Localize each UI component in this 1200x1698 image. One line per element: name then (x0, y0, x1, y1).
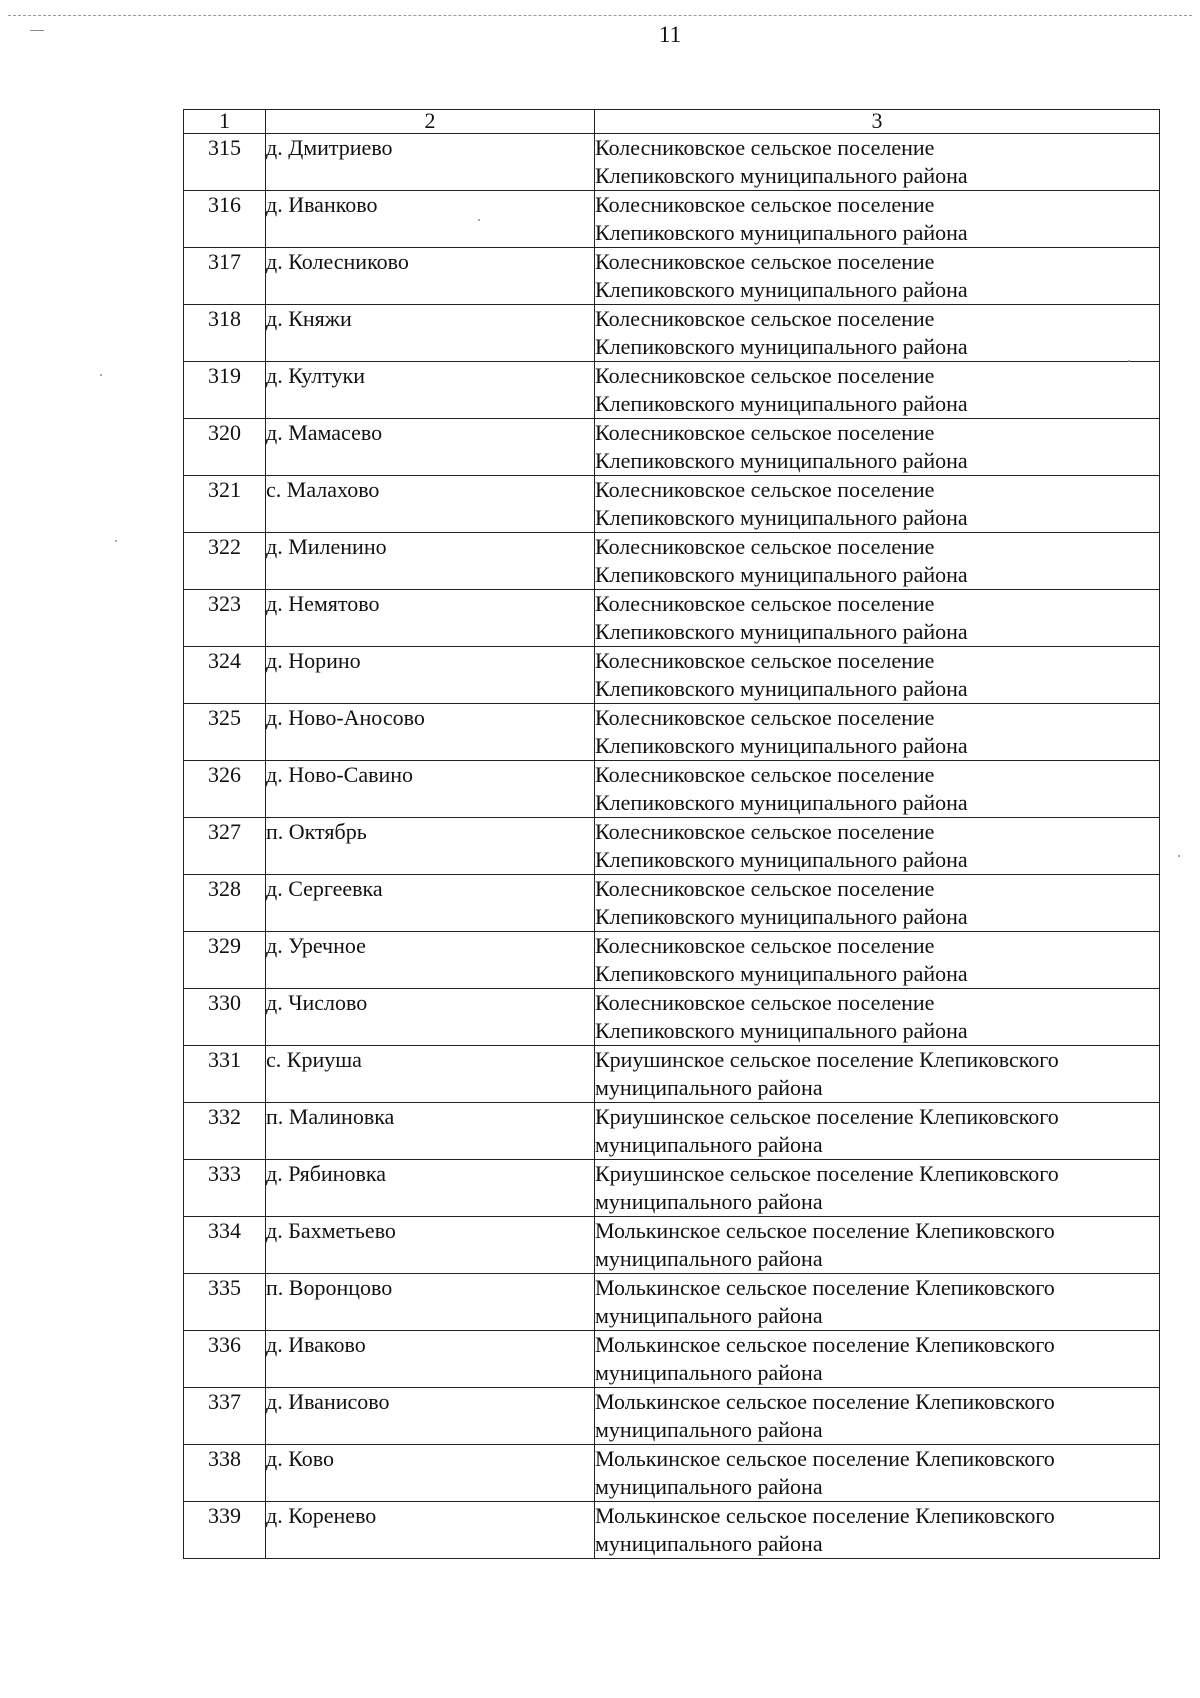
municipal-settlement-line-1: Колесниковское сельское поселение (595, 477, 935, 502)
municipal-settlement-line-1: Колесниковское сельское поселение (595, 876, 935, 901)
municipal-settlement-line-1: Молькинское сельское поселение Клепиковского (595, 1218, 1055, 1243)
table-row (184, 248, 1160, 305)
settlement-name: д. Сергеевка (266, 875, 595, 932)
municipal-settlement (595, 419, 1160, 476)
municipal-settlement-line-2: муниципального района (595, 1417, 823, 1442)
table-row (184, 818, 1160, 875)
municipal-settlement (595, 1331, 1160, 1388)
row-number: 321 (184, 476, 266, 533)
row-number: 329 (184, 932, 266, 989)
municipal-settlement (595, 305, 1160, 362)
municipal-settlement-line-2: муниципального района (595, 1303, 823, 1328)
settlement-name: п. Октябрь (266, 818, 595, 875)
municipal-settlement-line-1: Колесниковское сельское поселение (595, 534, 935, 559)
scan-speck (478, 219, 480, 221)
municipal-settlement-line-2: Клепиковского муниципального района (595, 163, 968, 188)
settlement-name: д. Ново-Аносово (266, 704, 595, 761)
municipal-settlement-line-2: муниципального района (595, 1189, 823, 1214)
row-number: 330 (184, 989, 266, 1046)
municipal-settlement (595, 761, 1160, 818)
row-number: 325 (184, 704, 266, 761)
municipal-settlement (595, 647, 1160, 704)
row-number: 334 (184, 1217, 266, 1274)
table-row (184, 533, 1160, 590)
page-number: 11 (658, 22, 682, 47)
row-number: 336 (184, 1331, 266, 1388)
table-row (184, 362, 1160, 419)
row-number: 317 (184, 248, 266, 305)
settlement-name: п. Воронцово (266, 1274, 595, 1331)
municipal-settlement (595, 875, 1160, 932)
municipal-settlement-line-1: Колесниковское сельское поселение (595, 192, 935, 217)
municipal-settlement-line-2: Клепиковского муниципального района (595, 391, 968, 416)
municipal-settlement-line-1: Колесниковское сельское поселение (595, 933, 935, 958)
scan-speck (1128, 360, 1130, 362)
municipal-settlement-line-1: Колесниковское сельское поселение (595, 990, 935, 1015)
municipal-settlement-line-2: Клепиковского муниципального района (595, 334, 968, 359)
municipal-settlement-line-2: Клепиковского муниципального района (595, 961, 968, 986)
municipal-settlement-line-1: Колесниковское сельское поселение (595, 306, 935, 331)
table-row (184, 1502, 1160, 1559)
municipal-settlement (595, 191, 1160, 248)
municipal-settlement-line-1: Криушинское сельское поселение Клепиковского (595, 1047, 1059, 1072)
row-number: 337 (184, 1388, 266, 1445)
settlement-name: д. Миленино (266, 533, 595, 590)
table-row (184, 1331, 1160, 1388)
municipal-settlement (595, 476, 1160, 533)
row-number: 339 (184, 1502, 266, 1559)
municipal-settlement-line-2: Клепиковского муниципального района (595, 1018, 968, 1043)
municipal-settlement-line-1: Молькинское сельское поселение Клепиковского (595, 1389, 1055, 1414)
municipal-settlement (595, 1274, 1160, 1331)
table-row (184, 134, 1160, 191)
settlements-table (183, 109, 1160, 1559)
municipal-settlement-line-2: Клепиковского муниципального района (595, 505, 968, 530)
table-row (184, 590, 1160, 647)
municipal-settlement-line-2: Клепиковского муниципального района (595, 562, 968, 587)
table-row (184, 305, 1160, 362)
municipal-settlement (595, 1103, 1160, 1160)
row-number: 328 (184, 875, 266, 932)
table-row (184, 191, 1160, 248)
municipal-settlement (595, 1445, 1160, 1502)
table-row (184, 704, 1160, 761)
table-body (184, 134, 1160, 1559)
table-row (184, 647, 1160, 704)
municipal-settlement-line-2: Клепиковского муниципального района (595, 733, 968, 758)
settlement-name: д. Княжи (266, 305, 595, 362)
municipal-settlement-line-1: Молькинское сельское поселение Клепиковского (595, 1503, 1055, 1528)
municipal-settlement (595, 248, 1160, 305)
settlement-name: д. Иванково (266, 191, 595, 248)
table-row (184, 1217, 1160, 1274)
table-row (184, 761, 1160, 818)
municipal-settlement-line-2: муниципального района (595, 1075, 823, 1100)
municipal-settlement (595, 134, 1160, 191)
settlement-name: д. Бахметьево (266, 1217, 595, 1274)
scan-speck (115, 540, 117, 542)
row-number: 324 (184, 647, 266, 704)
settlement-name: д. Ково (266, 1445, 595, 1502)
municipal-settlement (595, 1217, 1160, 1274)
table-row (184, 1103, 1160, 1160)
municipal-settlement-line-1: Молькинское сельское поселение Клепиковского (595, 1446, 1055, 1471)
municipal-settlement-line-1: Колесниковское сельское поселение (595, 249, 935, 274)
settlement-name: д. Немятово (266, 590, 595, 647)
municipal-settlement-line-2: Клепиковского муниципального района (595, 448, 968, 473)
row-number: 322 (184, 533, 266, 590)
municipal-settlement-line-2: муниципального района (595, 1360, 823, 1385)
row-number: 316 (184, 191, 266, 248)
scan-edge-line (8, 15, 1192, 16)
settlement-name: с. Криуша (266, 1046, 595, 1103)
municipal-settlement-line-2: муниципального района (595, 1531, 823, 1556)
column-header-settlement: 3 (595, 110, 1160, 134)
settlement-name: д. Дмитриево (266, 134, 595, 191)
settlement-name: д. Коренево (266, 1502, 595, 1559)
row-number: 315 (184, 134, 266, 191)
table-row (184, 1274, 1160, 1331)
table-row (184, 1445, 1160, 1502)
settlement-name: с. Малахово (266, 476, 595, 533)
municipal-settlement-line-2: Клепиковского муниципального района (595, 676, 968, 701)
municipal-settlement-line-2: Клепиковского муниципального района (595, 790, 968, 815)
settlement-name: д. Рябиновка (266, 1160, 595, 1217)
row-number: 319 (184, 362, 266, 419)
municipal-settlement-line-2: Клепиковского муниципального района (595, 619, 968, 644)
column-header-place: 2 (266, 110, 595, 134)
row-number: 331 (184, 1046, 266, 1103)
municipal-settlement-line-1: Криушинское сельское поселение Клепиковского (595, 1161, 1059, 1186)
settlement-name: п. Малиновка (266, 1103, 595, 1160)
municipal-settlement (595, 704, 1160, 761)
municipal-settlement-line-2: муниципального района (595, 1474, 823, 1499)
settlement-name: д. Култуки (266, 362, 595, 419)
row-number: 326 (184, 761, 266, 818)
row-number: 333 (184, 1160, 266, 1217)
municipal-settlement (595, 362, 1160, 419)
settlement-name: д. Уречное (266, 932, 595, 989)
municipal-settlement (595, 932, 1160, 989)
municipal-settlement-line-1: Колесниковское сельское поселение (595, 363, 935, 388)
row-number: 318 (184, 305, 266, 362)
municipal-settlement-line-1: Колесниковское сельское поселение (595, 135, 935, 160)
settlement-name: д. Ново-Савино (266, 761, 595, 818)
municipal-settlement-line-1: Колесниковское сельское поселение (595, 591, 935, 616)
settlement-name: д. Иваково (266, 1331, 595, 1388)
settlement-name: д. Колесниково (266, 248, 595, 305)
settlement-name: д. Иванисово (266, 1388, 595, 1445)
settlement-name: д. Мамасево (266, 419, 595, 476)
municipal-settlement (595, 590, 1160, 647)
municipal-settlement-line-2: Клепиковского муниципального района (595, 220, 968, 245)
municipal-settlement-line-2: Клепиковского муниципального района (595, 277, 968, 302)
municipal-settlement (595, 989, 1160, 1046)
settlement-name: д. Норино (266, 647, 595, 704)
municipal-settlement (595, 1502, 1160, 1559)
row-number: 338 (184, 1445, 266, 1502)
scan-speck (100, 374, 102, 376)
settlement-name: д. Числово (266, 989, 595, 1046)
municipal-settlement (595, 533, 1160, 590)
table-row (184, 1160, 1160, 1217)
municipal-settlement (595, 1160, 1160, 1217)
scan-speck (1178, 855, 1180, 857)
municipal-settlement-line-1: Колесниковское сельское поселение (595, 420, 935, 445)
municipal-settlement (595, 1046, 1160, 1103)
municipal-settlement-line-1: Молькинское сельское поселение Клепиковского (595, 1332, 1055, 1357)
row-number: 332 (184, 1103, 266, 1160)
municipal-settlement-line-2: муниципального района (595, 1246, 823, 1271)
municipal-settlement-line-1: Колесниковское сельское поселение (595, 705, 935, 730)
municipal-settlement-line-2: Клепиковского муниципального района (595, 847, 968, 872)
municipal-settlement-line-2: Клепиковского муниципального района (595, 904, 968, 929)
municipal-settlement-line-1: Колесниковское сельское поселение (595, 648, 935, 673)
table-row (184, 1388, 1160, 1445)
municipal-settlement (595, 818, 1160, 875)
municipal-settlement-line-2: муниципального района (595, 1132, 823, 1157)
table-row (184, 476, 1160, 533)
row-number: 323 (184, 590, 266, 647)
table-row (184, 989, 1160, 1046)
column-header-number: 1 (184, 110, 266, 134)
table-row (184, 419, 1160, 476)
table-row (184, 932, 1160, 989)
municipal-settlement-line-1: Колесниковское сельское поселение (595, 762, 935, 787)
row-number: 320 (184, 419, 266, 476)
municipal-settlement-line-1: Колесниковское сельское поселение (595, 819, 935, 844)
municipal-settlement-line-1: Молькинское сельское поселение Клепиковского (595, 1275, 1055, 1300)
row-number: 335 (184, 1274, 266, 1331)
row-number: 327 (184, 818, 266, 875)
table-header-row (184, 110, 1160, 134)
municipal-settlement (595, 1388, 1160, 1445)
municipal-settlement-line-1: Криушинское сельское поселение Клепиковского (595, 1104, 1059, 1129)
table-row (184, 1046, 1160, 1103)
table-row (184, 875, 1160, 932)
